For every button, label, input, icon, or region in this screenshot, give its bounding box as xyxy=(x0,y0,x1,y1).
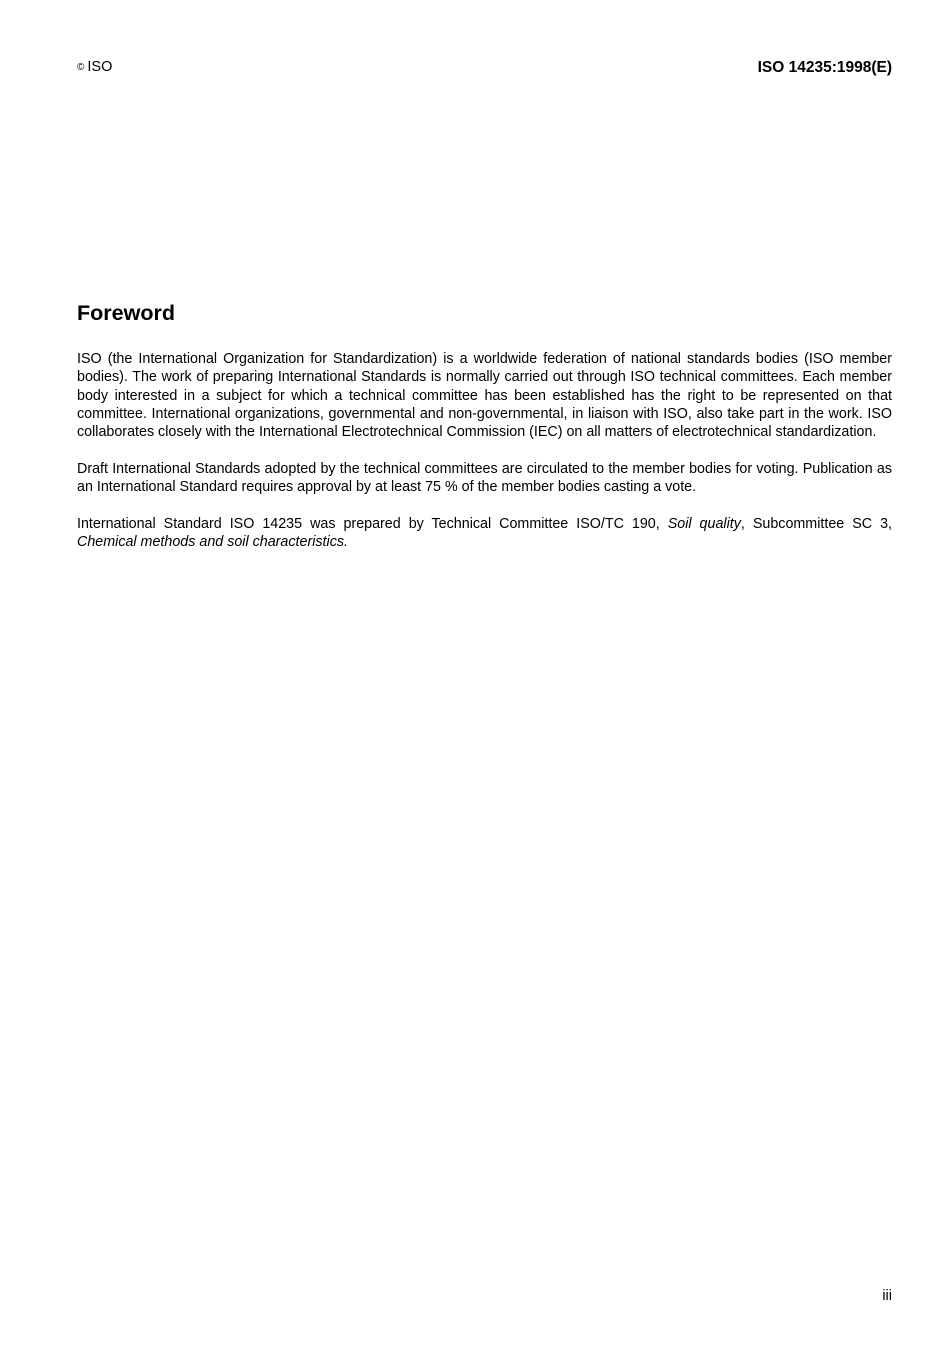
paragraph-3 xyxy=(77,515,892,552)
page-title: Foreword xyxy=(77,301,175,325)
header-copyright xyxy=(77,58,112,77)
paragraph-2: Draft International Standards adopted by the technical committees are circulated to the member bodies for voting. Publication as an International Standard requires approval by at least 75 % of the member bodies casting a vote. xyxy=(77,460,892,496)
document-id: ISO 14235:1998(E) xyxy=(757,59,892,76)
paragraph-3-italic-1: Soil quality xyxy=(667,515,741,532)
page-number: iii xyxy=(882,1288,892,1304)
foreword-body xyxy=(77,350,892,570)
paragraph-3-text-1: International Standard ISO 14235 was prepared by Technical Committee ISO/TC 190, xyxy=(77,515,668,532)
paragraph-3-text-2: , Subcommittee SC 3, xyxy=(740,515,893,532)
paragraph-1: ISO (the International Organization for Standardization) is a worldwide federation of national standards bodies (ISO member bodies). The work of preparing International Standards is normally carried out through ISO technical committees. Each member body interested in a subject for which a technical committee has been established has the right to be represented on that committee. International organizations, governmental and non-governmental, in liaison with ISO, also take part in the work. ISO collaborates closely with the International Electrotechnical Commission (IEC) on all matters of electrotechnical standardization. xyxy=(77,351,892,441)
copyright-symbol: © xyxy=(77,62,85,73)
paragraph-3-italic-2: Chemical methods and soil characteristics. xyxy=(77,533,348,550)
copyright-owner: ISO xyxy=(87,59,113,75)
